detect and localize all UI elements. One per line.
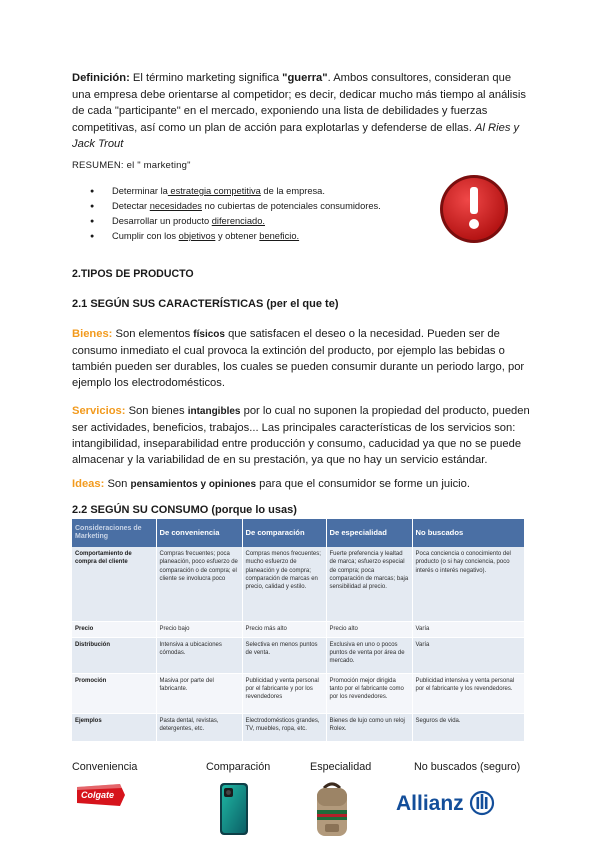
table-cell: Poca conciencia o conocimiento del producto (o si hay conciencia, poco interés o interés negativo). bbox=[412, 547, 524, 621]
table-header: De especialidad bbox=[326, 519, 412, 547]
allianz-logo bbox=[396, 789, 496, 817]
table-cell: Varía bbox=[412, 637, 524, 673]
table-cell: Precio bajo bbox=[156, 621, 242, 637]
table-cell: Pasta dental, revistas, detergentes, etc. bbox=[156, 713, 242, 741]
servicios-paragraph: Servicios: Son bienes intangibles por lo cual no suponen la propiedad del producto, pueden ser actividades, beneficios, trabajos... Las principales características de los servicios son: intangibilidad, inseparabilidad entre producción y consumo, caducidad ya que no se puede almacenar y la variabilidad de en su prestación, ya que no hay un servicio estándar. bbox=[72, 405, 530, 466]
table-cell: Publicidad y venta personal por el fabricante y por los revendedores bbox=[242, 673, 326, 713]
table-cell: Selectiva en menos puntos de venta. bbox=[242, 637, 326, 673]
colgate-toothpaste-image bbox=[76, 782, 126, 808]
definition-label: Definición: bbox=[72, 72, 130, 84]
table-cell: Promoción bbox=[72, 673, 156, 713]
section-heading-tipos: 2.TIPOS DE PRODUCTO bbox=[72, 268, 194, 280]
table-cell: Compras frecuentes; poca planeación, poco esfuerzo de comparación o de compra; el cliente se involucra poco bbox=[156, 547, 242, 621]
definition-text-b: . Ambos consultores, consideran que una empresa debe orientarse al competidor; es decir, dedicar mucho más tiempo al análisis de cada "participante" en el mercado, exponiendo una lista de debilidades y fuerzas competitivas, así como un plan de acción para explotarlas y defenderse de ellas. bbox=[72, 72, 526, 134]
smartphone-image bbox=[219, 782, 249, 836]
example-label-especialidad: Especialidad bbox=[310, 761, 372, 773]
table-row bbox=[72, 713, 524, 741]
link-beneficio[interactable]: beneficio. bbox=[259, 231, 300, 241]
example-label-comparacion: Comparación bbox=[206, 761, 271, 773]
comparison-table bbox=[72, 519, 525, 742]
link-necesidades[interactable]: necesidades bbox=[149, 201, 202, 211]
table-cell: Promoción mejor dirigida tanto por el fabricante como por los revendedores. bbox=[326, 673, 412, 713]
resumen-title: RESUMEN: el " marketing" bbox=[72, 160, 191, 171]
table-cell: Ejemplos bbox=[72, 713, 156, 741]
table-row bbox=[72, 621, 524, 637]
table-row bbox=[72, 547, 524, 621]
definition-text-a: El término marketing significa bbox=[129, 72, 283, 84]
definition-authors: Al Ries y Jack Trout bbox=[72, 121, 520, 150]
alert-exclamation-icon bbox=[436, 173, 512, 245]
table-row bbox=[72, 673, 524, 713]
section-heading-caracteristicas: 2.1 SEGÚN SUS CARACTERÍSTICAS (per el que te) bbox=[72, 298, 339, 310]
table-cell: Compras menos frecuentes; mucho esfuerzo de planeación y de compra; comparación de marcas en precio, calidad y estilo. bbox=[242, 547, 326, 621]
table-cell: Electrodomésticos grandes, TV, muebles, ropa, etc. bbox=[242, 713, 326, 741]
table-header: Consideraciones de Marketing bbox=[72, 519, 156, 547]
resumen-list bbox=[90, 184, 420, 244]
table-header-row bbox=[72, 519, 524, 547]
table-header: No buscados bbox=[412, 519, 524, 547]
example-label-no-buscados: No buscados (seguro) bbox=[414, 761, 521, 773]
table-cell: Distribución bbox=[72, 637, 156, 673]
bienes-term: Bienes: bbox=[72, 328, 113, 340]
servicios-term: Servicios: bbox=[72, 405, 126, 417]
link-diferenciado[interactable]: diferenciado. bbox=[211, 216, 265, 226]
table-cell: Precio alto bbox=[326, 621, 412, 637]
list-item: ● Determinar la estrategia competitiva de la empresa. bbox=[90, 184, 420, 199]
definition-quoted: "guerra" bbox=[282, 72, 328, 84]
table-header: De comparación bbox=[242, 519, 326, 547]
list-item: ● Cumplir con los objetivos y obtener beneficio. bbox=[90, 229, 420, 244]
luxury-backpack-image bbox=[311, 780, 353, 838]
table-cell: Precio más alto bbox=[242, 621, 326, 637]
table-row bbox=[72, 637, 524, 673]
table-cell: Exclusiva en uno o pocos puntos de venta por área de mercado. bbox=[326, 637, 412, 673]
svg-text:Allianz: Allianz bbox=[396, 792, 464, 815]
table-cell: Comportamiento de compra del cliente bbox=[72, 547, 156, 621]
list-item: ● Desarrollar un producto diferenciado. bbox=[90, 214, 420, 229]
svg-text:Colgate: Colgate bbox=[81, 790, 115, 800]
table-cell: Precio bbox=[72, 621, 156, 637]
table-cell: Masiva por parte del fabricante. bbox=[156, 673, 242, 713]
section-heading-consumo: 2.2 SEGÚN SU CONSUMO (porque lo usas) bbox=[72, 504, 297, 516]
definition-paragraph bbox=[72, 70, 532, 153]
ideas-paragraph: Ideas: Son pensamientos y opiniones para que el consumidor se forme un juicio. bbox=[72, 478, 470, 490]
table-cell: Intensiva a ubicaciones cómodas. bbox=[156, 637, 242, 673]
list-item: ● Detectar necesidades no cubiertas de potenciales consumidores. bbox=[90, 199, 420, 214]
table-cell: Varía bbox=[412, 621, 524, 637]
link-objetivos[interactable]: objetivos bbox=[178, 231, 216, 241]
table-cell: Seguros de vida. bbox=[412, 713, 524, 741]
link-estrategia[interactable]: estrategia competitiva bbox=[167, 186, 261, 196]
table-cell: Fuerte preferencia y lealtad de marca; esfuerzo especial de compra; poca comparación de marcas; baja sensibilidad al precio. bbox=[326, 547, 412, 621]
table-cell: Publicidad intensiva y venta personal por el fabricante y los revendedores. bbox=[412, 673, 524, 713]
table-cell: Bienes de lujo como un reloj Rolex. bbox=[326, 713, 412, 741]
bienes-paragraph: Bienes: Son elementos físicos que satisfacen el deseo o la necesidad. Pueden ser de consumo inmediato el cual provoca la extinción del producto, por ejemplo las bebidas o también pueden ser durables, los cuales se pueden consumir durante un periodo largo, por ejemplo los electrodomésticos. bbox=[72, 328, 525, 389]
table-header: De conveniencia bbox=[156, 519, 242, 547]
ideas-term: Ideas: bbox=[72, 478, 105, 490]
example-label-conveniencia: Conveniencia bbox=[72, 761, 138, 773]
